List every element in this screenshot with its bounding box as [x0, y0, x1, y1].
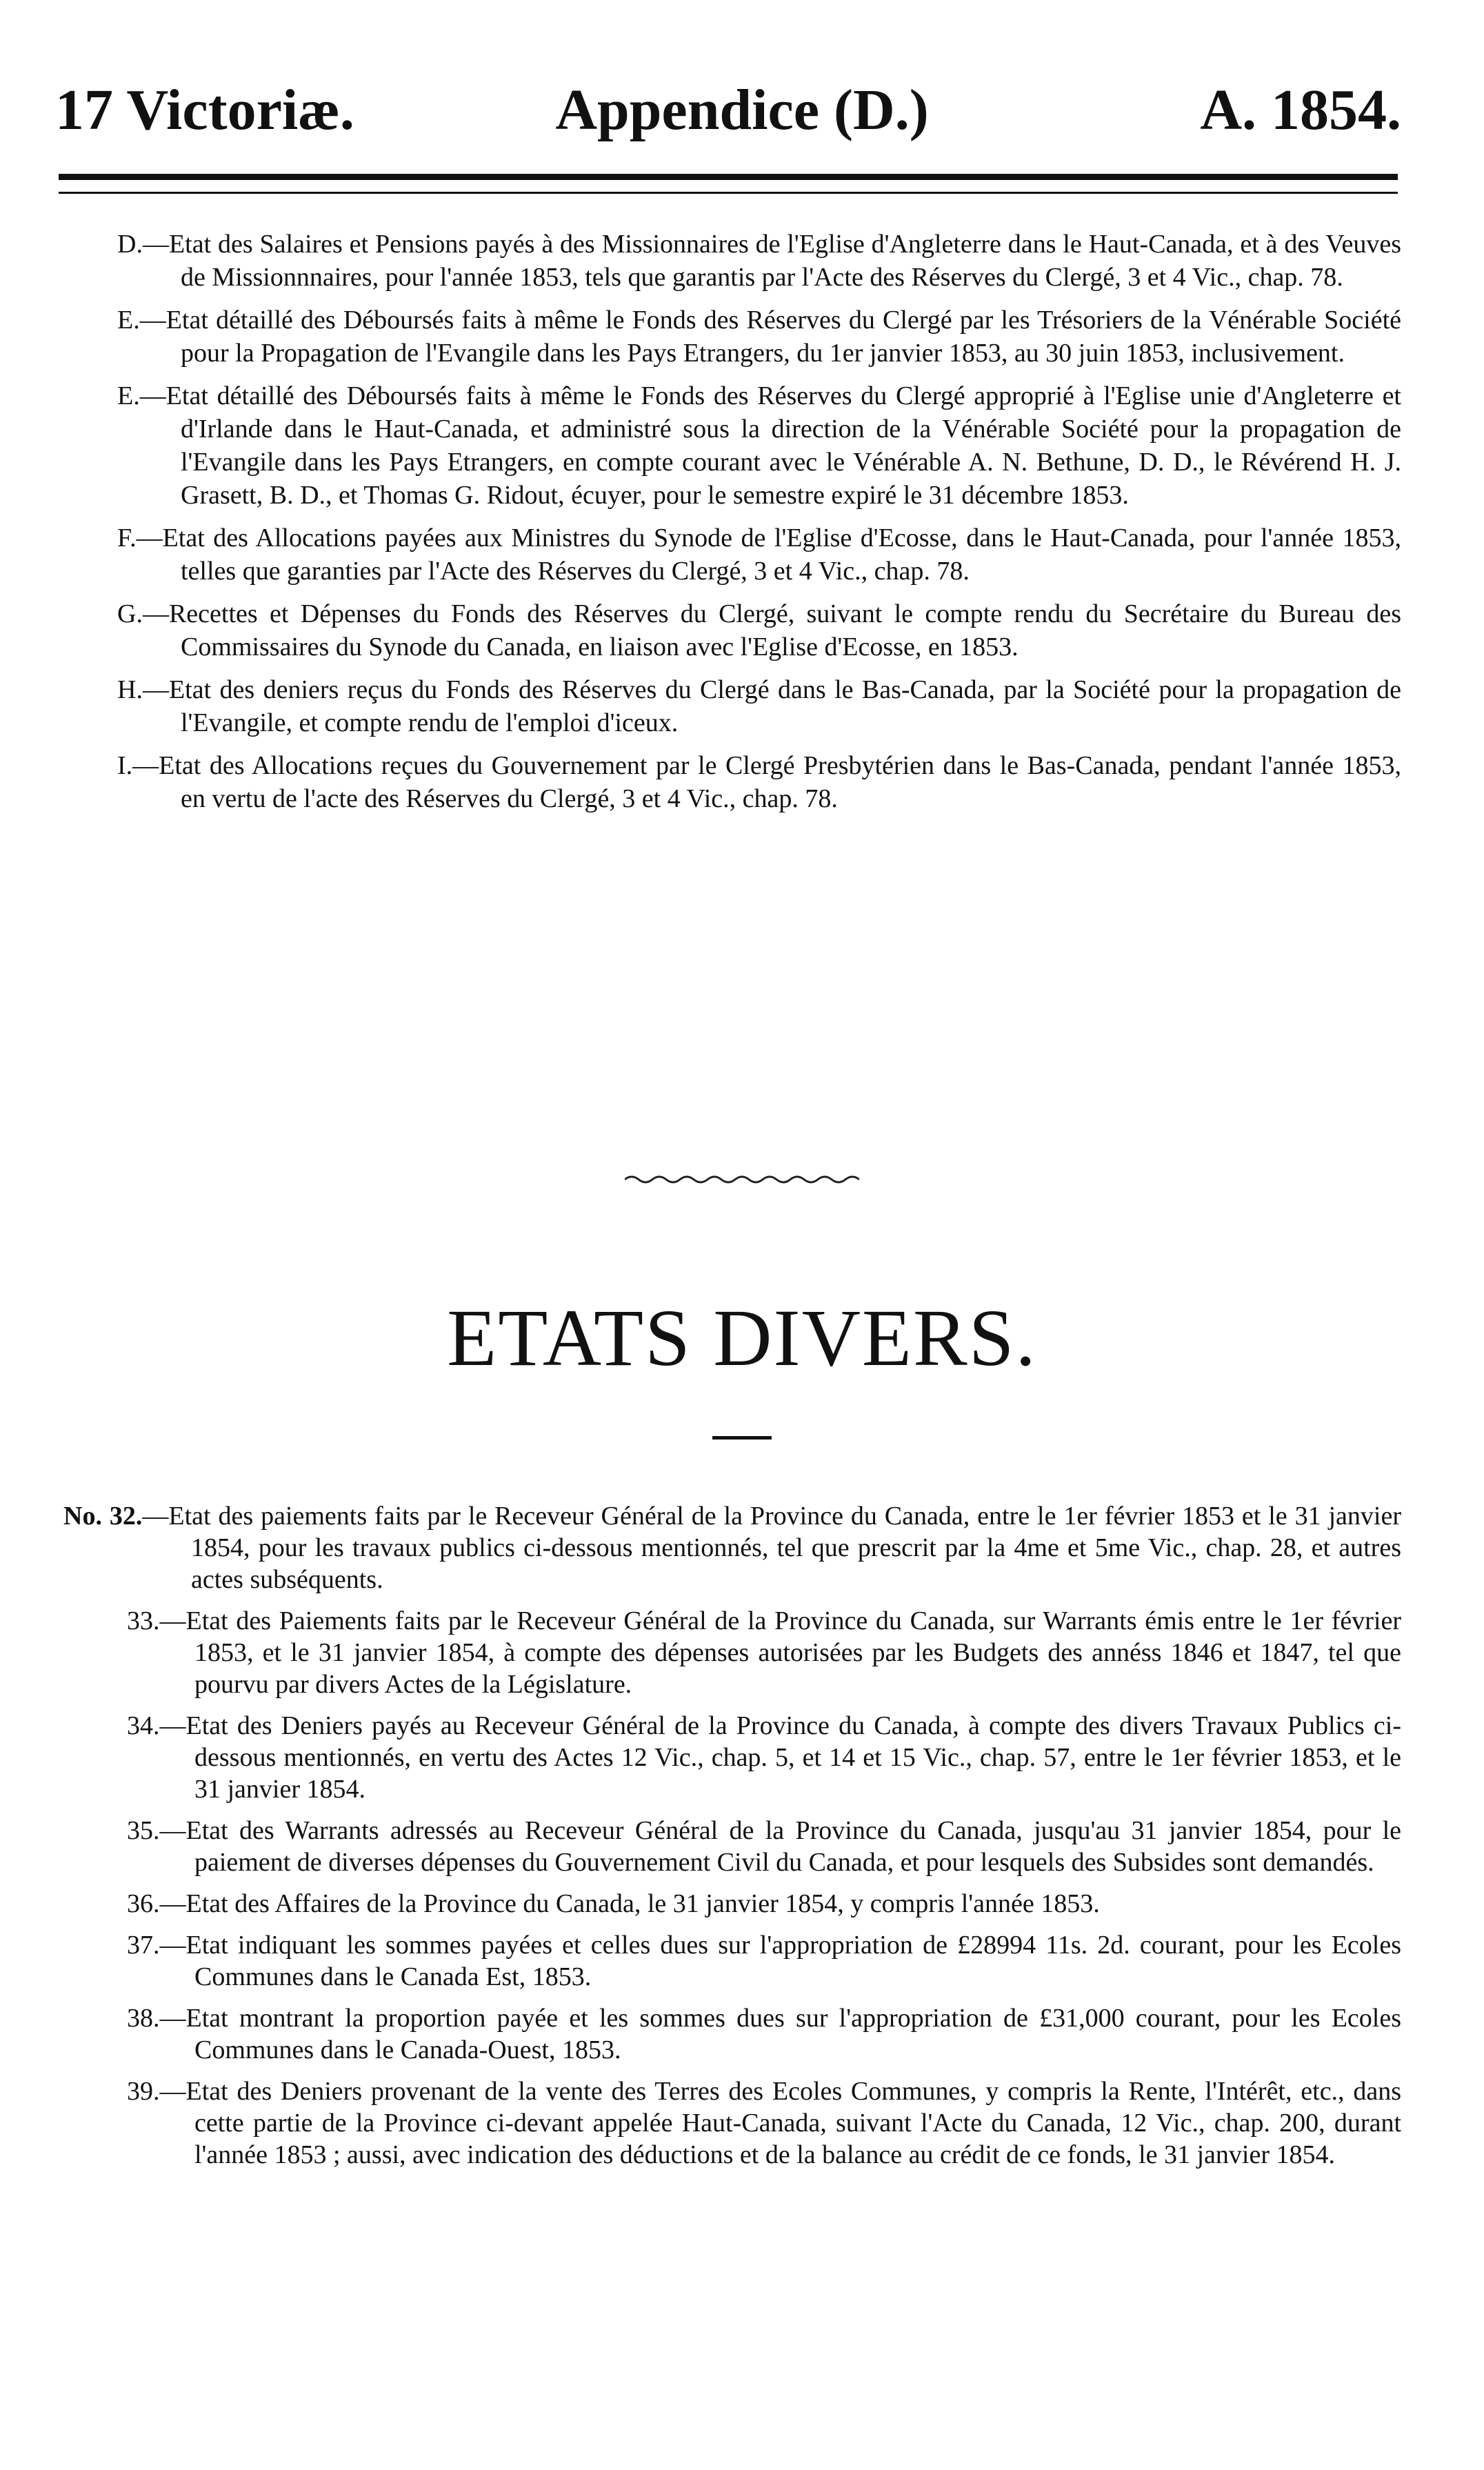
item-label: E. — [117, 306, 140, 335]
item-label: 37. — [127, 1931, 160, 1960]
list-item — [63, 1500, 1401, 1595]
list-item — [127, 2002, 1401, 2066]
item-label: E. — [117, 381, 140, 410]
item-label: D. — [117, 230, 143, 259]
item-text: —Etat des Deniers payés au Receveur Général de la Province du Canada, à compte des divers Travaux Publics ci-dessous mentionnés, en vertu des Actes 12 Vic., chap. 5, et 14 et 15 Vic., chap. 57, entre le 1er février 1853, et le 31 janvier 1854. — [159, 1711, 1401, 1804]
list-item — [127, 2075, 1401, 2171]
list-item — [117, 228, 1401, 294]
item-label: 33. — [127, 1606, 160, 1635]
header-rule-thick — [59, 174, 1398, 180]
item-label: F. — [117, 524, 137, 552]
header-year: A. 1854. — [1200, 78, 1401, 142]
schedule-list-top — [117, 228, 1401, 815]
item-label: 39. — [127, 2077, 160, 2106]
item-text: —Etat des Warrants adressés au Receveur Général de la Province du Canada, jusqu'au 31 janvier 1854, pour le paiement de diverses dépenses du Gouvernement Civil du Canada, et pour lesquels des Subsides sont demandés. — [159, 1816, 1401, 1877]
ornament-divider — [625, 1173, 859, 1186]
item-label: G. — [117, 599, 143, 628]
item-label: 38. — [127, 2004, 160, 2033]
list-item — [127, 1815, 1401, 1878]
header-appendix: Appendice (D.) — [555, 78, 929, 142]
item-text: —Etat des Affaires de la Province du Canada, le 31 janvier 1854, y compris l'année 1853. — [159, 1889, 1100, 1918]
list-item — [127, 1710, 1401, 1805]
item-text: —Recettes et Dépenses du Fonds des Réserves du Clergé, suivant le compte rendu du Secrétaire du Bureau des Commissaires du Synode du Canada, en liaison avec l'Eglise d'Ecosse, en 1853. — [142, 599, 1401, 661]
schedule-list-bottom — [63, 1500, 1401, 2171]
item-label: 35. — [127, 1816, 160, 1845]
header-session: 17 Victoriæ. — [55, 78, 354, 142]
sub-list — [63, 1605, 1401, 2171]
item-text: —Etat montrant la proportion payée et les sommes dues sur l'appropriation de £31,000 courant, pour les Ecoles Communes dans le Canada-Ouest, 1853. — [159, 2004, 1401, 2064]
page-header — [55, 72, 1401, 148]
list-item — [127, 1888, 1401, 1920]
item-label: H. — [117, 675, 143, 704]
list-item — [117, 521, 1401, 588]
header-rule-thin — [59, 192, 1398, 194]
item-text: —Etat détaillé des Déboursés faits à même le Fonds des Réserves du Clergé approprié à l'Eglise unie d'Angleterre et d'Irlande dans le Haut-Canada, et administré sous la direction de la Vénérable Société pour la propagation de l'Evangile dans les Pays Etrangers, en compte courant avec le Vénérable A. N. Bethune, D. D., le Révérend H. J. Grasett, B. D., et Thomas G. Ridout, écuyer, pour le semestre expiré le 31 décembre 1853. — [139, 381, 1401, 510]
item-text: —Etat des deniers reçus du Fonds des Réserves du Clergé dans le Bas-Canada, par la Société pour la propagation de l'Evangile, et compte rendu de l'emploi d'iceux. — [142, 675, 1401, 737]
item-label: 36. — [127, 1889, 160, 1918]
title-rule — [712, 1436, 772, 1440]
list-item — [127, 1605, 1401, 1700]
list-item — [127, 1929, 1401, 1993]
item-text: —Etat des Salaires et Pensions payés à des Missionnaires de l'Eglise d'Angleterre dans le Haut-Canada, et à des Veuves de Missionnnaires, pour l'année 1853, tels que garantis par l'Acte des Réserves du Clergé, 3 et 4 Vic., chap. 78. — [142, 230, 1401, 292]
list-item — [117, 673, 1401, 739]
list-item — [117, 597, 1401, 664]
item-label: I. — [117, 751, 133, 780]
section-title: ETATS DIVERS. — [447, 1293, 1037, 1383]
item-text: —Etat des paiements faits par le Receveur Général de la Province du Canada, entre le 1er février 1853 et le 31 janvier 1854, pour les travaux publics ci-dessous mentionnés, tel que prescrit par la 4me et 5me Vic., chap. 28, et autres actes subséquents. — [142, 1502, 1402, 1594]
item-text: —Etat des Deniers provenant de la vente des Terres des Ecoles Communes, y compris la Rente, l'Intérêt, etc., dans cette partie de la Province ci-devant appelée Haut-Canada, suivant l'Acte du Canada, 12 Vic., chap. 200, durant l'année 1853 ; aussi, avec indication des déductions et de la balance au crédit de ce fonds, le 31 janvier 1854. — [159, 2077, 1401, 2169]
item-label: No. 32. — [63, 1502, 143, 1531]
list-item — [117, 749, 1401, 815]
item-text: —Etat des Paiements faits par le Receveur Général de la Province du Canada, sur Warrants émis entre le 1er février 1853, et le 31 janvier 1854, à compte des dépenses autorisées par les Budgets des annéss 1846 et 1847, tel que pourvu par divers Actes de la Législature. — [159, 1606, 1401, 1699]
item-text: —Etat des Allocations reçues du Gouvernement par le Clergé Presbytérien dans le Bas-Canada, pendant l'année 1853, en vertu de l'acte des Réserves du Clergé, 3 et 4 Vic., chap. 78. — [132, 751, 1401, 813]
item-label: 34. — [127, 1711, 160, 1740]
list-item — [117, 379, 1401, 512]
list-item — [117, 303, 1401, 370]
item-text: —Etat des Allocations payées aux Ministres du Synode de l'Eglise d'Ecosse, dans le Haut-Canada, pour l'année 1853, telles que garanties par l'Acte des Réserves du Clergé, 3 et 4 Vic., chap. 78. — [136, 524, 1401, 586]
item-text: —Etat indiquant les sommes payées et celles dues sur l'appropriation de £28994 11s. 2d. courant, pour les Ecoles Communes dans le Canada Est, 1853. — [159, 1931, 1401, 1991]
item-text: —Etat détaillé des Déboursés faits à même le Fonds des Réserves du Clergé par les Trésoriers de la Vénérable Société pour la Propagation de l'Evangile dans les Pays Etrangers, du 1er janvier 1853, au 30 juin 1853, inclusivement. — [139, 306, 1401, 368]
